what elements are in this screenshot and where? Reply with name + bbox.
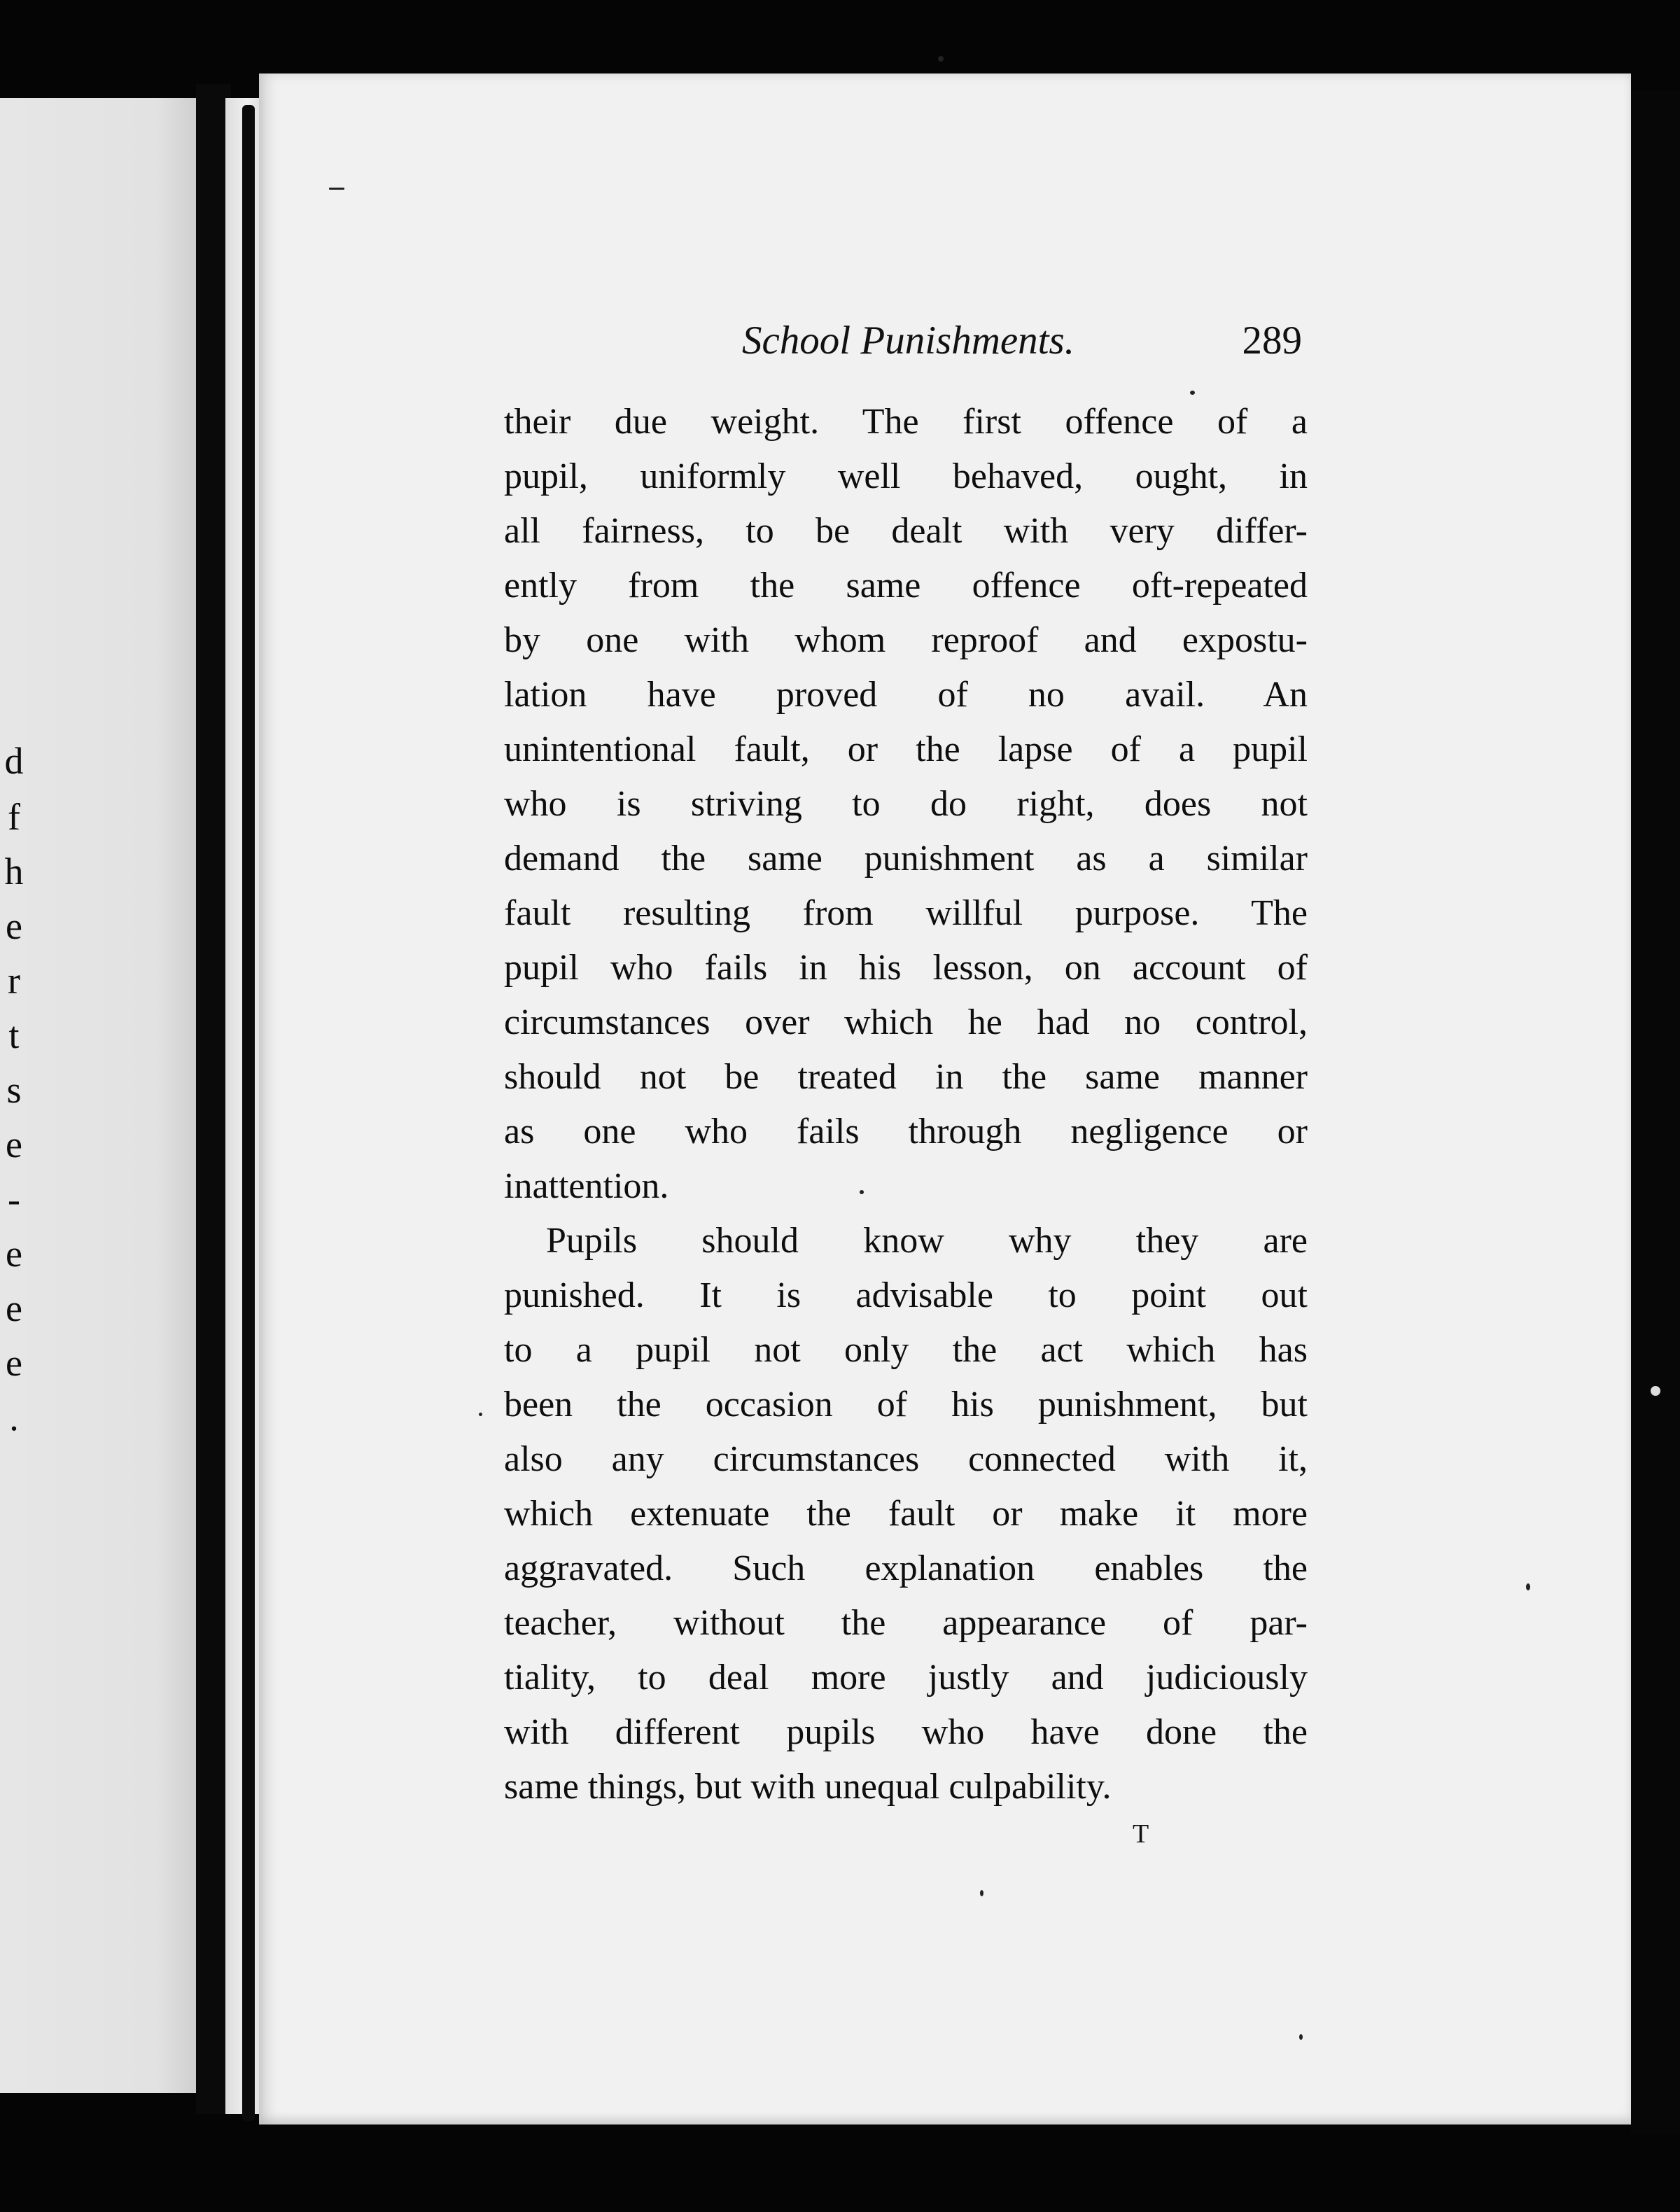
dust-speck	[1299, 2034, 1303, 2040]
text-line: been the occasion of his punishment, but	[504, 1385, 1308, 1424]
dust-speck	[479, 1413, 482, 1416]
text-line: unintentional fault, or the lapse of a pupil	[504, 729, 1308, 769]
left-page-fragment: e	[6, 1287, 22, 1329]
left-page-fragment: f	[8, 796, 20, 838]
dust-speck	[1651, 1386, 1660, 1396]
text-line: ently from the same offence oft-repeated	[504, 566, 1308, 606]
text-line: also any circumstances connected with it,	[504, 1439, 1308, 1479]
text-line: to a pupil not only the act which has	[504, 1330, 1308, 1370]
text-line: who is striving to do right, does not	[504, 784, 1308, 824]
text-line: fault resulting from willful purpose. The	[504, 893, 1308, 933]
text-line: aggravated. Such explanation enables the	[504, 1548, 1308, 1588]
text-line: punished. It is advisable to point out	[504, 1275, 1308, 1315]
text-line: their due weight. The first offence of a	[504, 402, 1308, 442]
text-line: lation have proved of no avail. An	[504, 675, 1308, 715]
previous-page-edge	[0, 98, 196, 2093]
signature-mark: T	[1133, 1819, 1149, 1849]
left-page-fragment: e	[6, 1233, 22, 1275]
running-head	[742, 318, 1302, 374]
text-line: should not be treated in the same manner	[504, 1057, 1308, 1097]
body-text	[504, 395, 1308, 1814]
text-line: teacher, without the appearance of par-	[504, 1603, 1308, 1643]
page-number: 289	[1242, 318, 1302, 363]
left-page-fragment: e	[6, 905, 22, 947]
text-line: with different pupils who have done the	[504, 1712, 1308, 1752]
left-page-fragment: e	[6, 1124, 22, 1166]
text-line: same things, but with unequal culpability.	[504, 1767, 1112, 1807]
left-page-fragment: t	[8, 1014, 20, 1056]
running-title: School Punishments.	[742, 318, 1074, 363]
paragraph-start-line: Pupils should know why they are	[546, 1221, 1308, 1261]
text-line: inattention.	[504, 1166, 669, 1206]
left-page-fragment: d	[4, 740, 24, 782]
dust-speck	[1190, 391, 1195, 395]
text-line: pupil, uniformly well behaved, ought, in	[504, 456, 1308, 496]
left-page-fragment: .	[9, 1396, 19, 1438]
left-page-fragment: e	[6, 1342, 22, 1384]
dust-speck	[329, 188, 344, 190]
text-line: as one who fails through negligence or	[504, 1112, 1308, 1152]
text-line: tiality, to deal more justly and judiciously	[504, 1658, 1308, 1698]
dust-speck	[980, 1890, 983, 1896]
page-edge-shadow	[1631, 91, 1680, 2135]
book-spine-line	[242, 105, 255, 2121]
dust-speck	[860, 1190, 864, 1194]
text-line: circumstances over which he had no control,	[504, 1002, 1308, 1042]
dust-speck	[1526, 1583, 1530, 1590]
text-line: all fairness, to be dealt with very differ-	[504, 511, 1308, 551]
dust-speck	[938, 56, 944, 62]
left-page-fragment: -	[8, 1178, 20, 1220]
text-line: demand the same punishment as a similar	[504, 839, 1308, 878]
text-line: pupil who fails in his lesson, on account of	[504, 948, 1308, 988]
text-line: by one with whom reproof and expostu-	[504, 620, 1308, 660]
left-page-fragment: h	[4, 850, 24, 892]
left-page-fragment: r	[8, 960, 20, 1002]
text-line: which extenuate the fault or make it more	[504, 1494, 1308, 1534]
left-page-fragment: s	[6, 1069, 22, 1111]
